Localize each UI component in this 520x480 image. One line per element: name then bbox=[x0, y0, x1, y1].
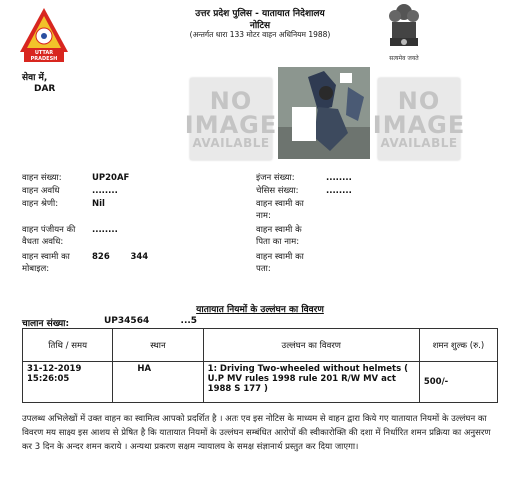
chassis-number-label: चेसिस संख्या: bbox=[256, 186, 299, 196]
owner-mobile-label: वाहन स्वामी का मोबाइल: bbox=[22, 252, 70, 274]
registration-validity-label: वाहन पंजीयन की वैधता अवधि: bbox=[22, 225, 76, 247]
violation-table bbox=[22, 328, 498, 403]
addressee-label: सेवा में, bbox=[22, 73, 48, 83]
header-subtitle: (अन्तर्गत धारा 133 मोटर वाहन अधिनियम 1988) bbox=[189, 30, 331, 39]
registration-validity-value: ........ bbox=[92, 225, 118, 235]
vehicle-number-value: UP20AF bbox=[92, 173, 130, 183]
column-fee: शमन शुल्क (रु.) bbox=[419, 329, 497, 362]
header-title: उत्तर प्रदेश पुलिस - यातायात निदेशालय bbox=[195, 9, 325, 19]
no-image-placeholder-2: NO IMAGE AVAILABLE bbox=[378, 78, 460, 160]
violation-heading: यातायात नियमों के उल्लंघन का विवरण bbox=[196, 305, 324, 315]
notice-footer-text: उपलब्ध अभिलेखों में उक्त वाहन का स्वामित्व आपको प्रदर्शित है । अतः एव इस नोटिस के माध्यम से वाहन द्वारा किये गए यातायात नियमों के उल्लंघन का विवरण मय साक्ष्य इस आशय से प्रेषित है कि यातायात नियमों के उल्लंघन सम्बंधित आरोपों की स्वीकारोक्ति की दशा में निर्धारित शमन प्रक्रिया का अनुसरण कर 3 दिन के अन्दर शमन कराये । अन्यथा प्रकरण सक्षम न्यायालय के समक्ष संज्ञानार्थ प्रस्तुत कर दिया जाएगा। bbox=[22, 414, 491, 452]
owner-address-label: वाहन स्वामी का पता: bbox=[256, 252, 304, 274]
row-datetime: 31-12-2019 15:26:05 bbox=[23, 362, 113, 403]
no-image-placeholder-1: NO IMAGE AVAILABLE bbox=[190, 78, 272, 160]
national-emblem bbox=[386, 2, 422, 60]
evidence-photo bbox=[278, 67, 370, 159]
vehicle-period-value: ........ bbox=[92, 186, 118, 196]
vehicle-category-value: Nil bbox=[92, 199, 105, 209]
column-description: उल्लंघन का विवरण bbox=[203, 329, 419, 362]
column-datetime: तिथि / समय bbox=[23, 329, 113, 362]
vehicle-category-label: वाहन श्रेणी: bbox=[22, 199, 59, 209]
notice-title: नोटिस bbox=[249, 21, 271, 31]
owner-mobile-value: 826 344 bbox=[92, 252, 149, 262]
engine-number-label: इंजन संख्या: bbox=[256, 173, 295, 183]
chassis-number-value: ........ bbox=[326, 186, 352, 196]
row-description: 1: Driving Two-wheeled without helmets ( U.P MV rules 1998 rule 201 R/W MV act 1988 S 177 ) bbox=[203, 362, 419, 403]
engine-number-value: ........ bbox=[326, 173, 352, 183]
emblem-motto: सत्यमेव जयते bbox=[389, 55, 419, 62]
column-place: स्थान bbox=[113, 329, 203, 362]
logo-caption: UTTAR PRADESH bbox=[24, 50, 64, 62]
row-fee: 500/- bbox=[419, 362, 497, 403]
owner-father-name-label: वाहन स्वामी के पिता का नाम: bbox=[256, 225, 302, 247]
addressee-name: DAR bbox=[34, 84, 56, 94]
owner-name-label: वाहन स्वामी का नाम: bbox=[256, 199, 304, 221]
vehicle-number-label: वाहन संख्या: bbox=[22, 173, 62, 183]
challan-number-value: UP34564 ...5 bbox=[104, 316, 198, 326]
row-place: HA bbox=[113, 362, 203, 403]
vehicle-period-label: वाहन अवधि bbox=[22, 186, 60, 196]
table-row bbox=[23, 362, 498, 403]
up-police-logo bbox=[18, 6, 70, 60]
table-header-row bbox=[23, 329, 498, 362]
challan-number-label: चालान संख्या: bbox=[22, 319, 70, 329]
